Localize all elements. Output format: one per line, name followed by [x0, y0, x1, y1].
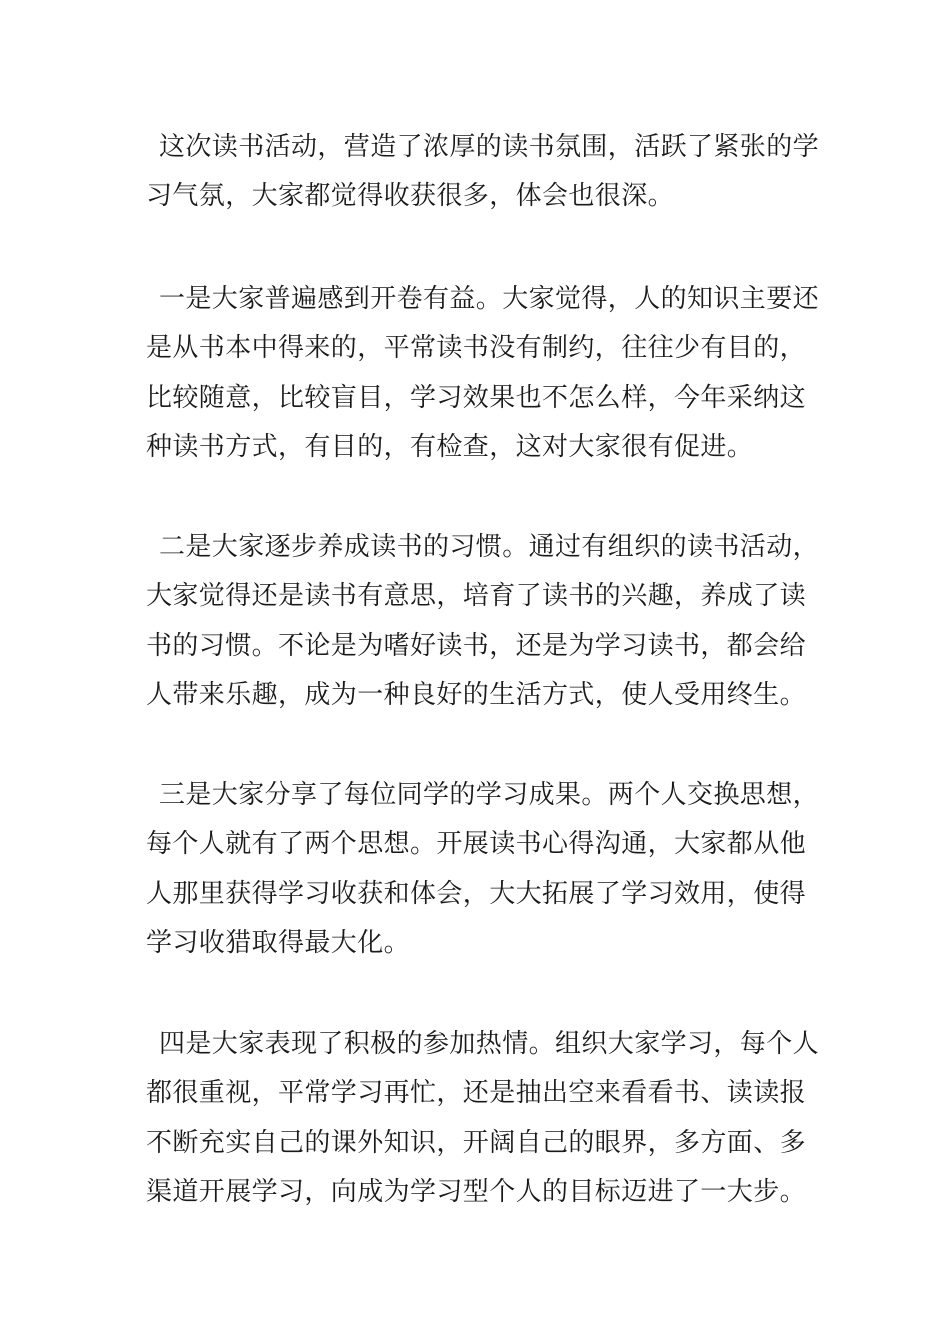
paragraph-line: 学习收猎取得最大化。	[146, 927, 411, 958]
paragraph-line: 四是大家表现了积极的参加热情。组织大家学习，每个人	[159, 1029, 820, 1059]
paragraph-line: 每个人就有了两个思想。开展读书心得沟通，大家都从他	[146, 829, 807, 860]
paragraph-point-one	[146, 275, 820, 472]
paragraph-line: 人带来乐趣，成为一种良好的生活方式，使人受用终生。	[146, 679, 807, 710]
paragraph-point-four	[146, 1020, 820, 1217]
paragraph-point-three	[146, 771, 820, 968]
paragraph-point-two	[146, 523, 820, 720]
paragraph-line: 二是大家逐步养成读书的习惯。通过有组织的读书活动，	[159, 532, 820, 562]
paragraph-reading-activity-summary	[146, 123, 820, 222]
paragraph-line: 大家觉得还是读书有意思，培育了读书的兴趣，养成了读	[146, 581, 807, 612]
paragraph-line: 习气氛，大家都觉得收获很多，体会也很深。	[146, 181, 675, 212]
paragraph-line: 书的习惯。不论是为嗜好读书，还是为学习读书，都会给	[146, 630, 807, 661]
paragraph-line: 种读书方式，有目的，有检查，这对大家很有促进。	[146, 431, 754, 462]
paragraph-line: 一是大家普遍感到开卷有益。大家觉得，人的知识主要还	[159, 284, 820, 314]
paragraph-line: 都很重视，平常学习再忙，还是抽出空来看看书、读读报	[146, 1078, 807, 1109]
paragraph-line: 这次读书活动，营造了浓厚的读书氛围，活跃了紧张的学	[159, 132, 820, 162]
paragraph-line: 渠道开展学习，向成为学习型个人的目标迈进了一大步。	[146, 1176, 807, 1207]
paragraph-line: 三是大家分享了每位同学的学习成果。两个人交换思想，	[159, 780, 820, 810]
paragraph-line: 是从书本中得来的，平常读书没有制约，往往少有目的，	[146, 333, 807, 364]
paragraph-line: 比较随意，比较盲目，学习效果也不怎么样，今年采纳这	[146, 382, 807, 413]
paragraph-line: 不断充实自己的课外知识，开阔自己的眼界，多方面、多	[146, 1127, 807, 1158]
paragraph-line: 人那里获得学习收获和体会，大大拓展了学习效用，使得	[146, 878, 807, 909]
